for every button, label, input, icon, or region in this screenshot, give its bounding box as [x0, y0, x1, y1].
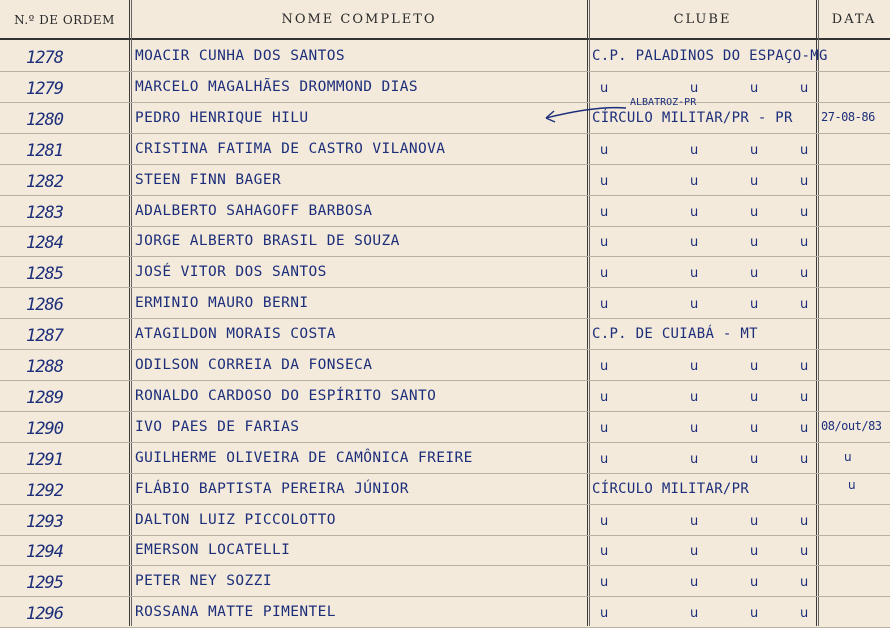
order-number: 1291 — [26, 450, 63, 470]
ditto-mark: u — [600, 359, 609, 374]
ditto-mark: u — [800, 421, 809, 436]
ditto-mark: u — [800, 205, 809, 220]
order-number: 1282 — [26, 172, 63, 192]
full-name: RONALDO CARDOSO DO ESPÍRITO SANTO — [135, 388, 437, 404]
table-row — [0, 42, 890, 72]
row-rule — [0, 164, 890, 165]
ditto-mark: u — [750, 514, 759, 529]
table-row — [0, 258, 890, 288]
full-name: GUILHERME OLIVEIRA DE CAMÔNICA FREIRE — [135, 450, 473, 466]
order-number: 1284 — [26, 233, 63, 253]
order-number: 1294 — [26, 542, 63, 562]
order-number: 1287 — [26, 326, 63, 346]
table-row — [0, 567, 890, 597]
arrow-left-icon — [540, 102, 630, 124]
ditto-mark: u — [750, 143, 759, 158]
club-name: CÍRCULO MILITAR/PR - PR — [592, 110, 793, 126]
full-name: ADALBERTO SAHAGOFF BARBOSA — [135, 203, 373, 219]
full-name: CRISTINA FATIMA DE CASTRO VILANOVA — [135, 141, 446, 157]
ditto-mark: u — [750, 266, 759, 281]
row-rule — [0, 287, 890, 288]
ditto-mark: u — [600, 544, 609, 559]
table-row — [0, 444, 890, 474]
order-number: 1290 — [26, 419, 63, 439]
row-rule — [0, 411, 890, 412]
order-number: 1296 — [26, 604, 63, 624]
ditto-mark: u — [750, 452, 759, 467]
ditto-mark: u — [800, 297, 809, 312]
ditto-mark: u — [690, 514, 699, 529]
order-number: 1281 — [26, 141, 63, 161]
row-rule — [0, 195, 890, 196]
ditto-mark: u — [600, 205, 609, 220]
order-number: 1285 — [26, 264, 63, 284]
ditto-mark: u — [750, 81, 759, 96]
full-name: JOSÉ VITOR DOS SANTOS — [135, 264, 327, 280]
full-name: EMERSON LOCATELLI — [135, 542, 291, 558]
ditto-mark: u — [690, 266, 699, 281]
ditto-mark: u — [750, 390, 759, 405]
ditto-mark: u — [800, 514, 809, 529]
ditto-mark: u — [600, 606, 609, 621]
ditto-mark: u — [750, 205, 759, 220]
full-name: JORGE ALBERTO BRASIL DE SOUZA — [135, 233, 400, 249]
row-rule — [0, 102, 890, 103]
table-row — [0, 227, 890, 257]
ditto-mark: u — [690, 81, 699, 96]
table-row — [0, 135, 890, 165]
table-row — [0, 73, 890, 103]
header-clube: CLUBE — [673, 12, 732, 27]
header-nome: NOME COMPLETO — [281, 12, 437, 27]
ditto-mark: u — [750, 544, 759, 559]
table-row — [0, 104, 890, 134]
row-rule — [0, 133, 890, 134]
ditto-mark: u — [690, 359, 699, 374]
full-name: STEEN FINN BAGER — [135, 172, 282, 188]
ditto-mark: u — [600, 81, 609, 96]
ditto-mark: u — [690, 205, 699, 220]
full-name: DALTON LUIZ PICCOLOTTO — [135, 512, 336, 528]
table-row — [0, 413, 890, 443]
ditto-mark: u — [600, 514, 609, 529]
ditto-mark: u — [690, 421, 699, 436]
table-row — [0, 351, 890, 381]
ditto-mark: u — [800, 606, 809, 621]
order-number: 1280 — [26, 110, 63, 130]
ditto-mark: u — [600, 421, 609, 436]
ditto-mark: u — [800, 359, 809, 374]
order-number: 1286 — [26, 295, 63, 315]
ditto-mark: u — [800, 575, 809, 590]
date-ditto-mark: u — [844, 450, 852, 464]
ditto-mark: u — [750, 359, 759, 374]
row-rule — [0, 256, 890, 257]
date-ditto-mark: u — [848, 478, 856, 492]
table-row — [0, 197, 890, 227]
full-name: PETER NEY SOZZI — [135, 573, 272, 589]
ditto-mark: u — [800, 266, 809, 281]
ditto-mark: u — [750, 575, 759, 590]
ditto-mark: u — [800, 544, 809, 559]
order-number: 1279 — [26, 79, 63, 99]
row-rule — [0, 596, 890, 597]
order-number: 1283 — [26, 203, 63, 223]
header-rule — [0, 38, 890, 40]
ditto-mark: u — [690, 452, 699, 467]
ditto-mark: u — [690, 143, 699, 158]
ditto-mark: u — [800, 235, 809, 250]
full-name: ROSSANA MATTE PIMENTEL — [135, 604, 336, 620]
ditto-mark: u — [690, 390, 699, 405]
ditto-mark: u — [800, 174, 809, 189]
ditto-mark: u — [600, 297, 609, 312]
table-row — [0, 320, 890, 350]
ditto-mark: u — [600, 174, 609, 189]
full-name: ATAGILDON MORAIS COSTA — [135, 326, 336, 342]
ditto-mark: u — [690, 544, 699, 559]
club-name: C.P. PALADINOS DO ESPAÇO-MG — [592, 48, 828, 64]
ditto-mark: u — [800, 390, 809, 405]
row-rule — [0, 442, 890, 443]
club-name: C.P. DE CUIABÁ - MT — [592, 326, 758, 342]
ditto-mark: u — [600, 390, 609, 405]
full-name: MOACIR CUNHA DOS SANTOS — [135, 48, 345, 64]
ditto-mark: u — [800, 143, 809, 158]
entry-date: 27-08-86 — [821, 110, 875, 124]
order-number: 1293 — [26, 512, 63, 532]
row-rule — [0, 349, 890, 350]
ditto-mark: u — [750, 421, 759, 436]
ditto-mark: u — [690, 606, 699, 621]
ditto-mark: u — [600, 575, 609, 590]
ditto-mark: u — [600, 452, 609, 467]
ditto-mark: u — [750, 297, 759, 312]
row-rule — [0, 565, 890, 566]
row-rule — [0, 504, 890, 505]
table-row — [0, 536, 890, 566]
order-number: 1278 — [26, 48, 63, 68]
ditto-mark: u — [600, 266, 609, 281]
ditto-mark: u — [690, 235, 699, 250]
ditto-mark: u — [750, 174, 759, 189]
table-row — [0, 289, 890, 319]
row-rule — [0, 71, 890, 72]
order-number: 1292 — [26, 481, 63, 501]
row-rule — [0, 473, 890, 474]
entry-date: 08/out/83 — [821, 419, 882, 433]
ditto-mark: u — [750, 606, 759, 621]
row-rule — [0, 318, 890, 319]
club-annotation: ALBATROZ-PR — [630, 97, 697, 108]
full-name: PEDRO HENRIQUE HILU — [135, 110, 309, 126]
row-rule — [0, 380, 890, 381]
ditto-mark: u — [750, 235, 759, 250]
full-name: ERMINIO MAURO BERNI — [135, 295, 309, 311]
full-name: FLÁBIO BAPTISTA PEREIRA JÚNIOR — [135, 481, 409, 497]
club-name: CÍRCULO MILITAR/PR — [592, 481, 750, 497]
ditto-mark: u — [600, 235, 609, 250]
table-row — [0, 506, 890, 536]
table-row — [0, 382, 890, 412]
ditto-mark: u — [690, 575, 699, 590]
ditto-mark: u — [690, 297, 699, 312]
table-row — [0, 598, 890, 628]
full-name: ODILSON CORREIA DA FONSECA — [135, 357, 373, 373]
header-numero: N.º DE ORDEM — [14, 12, 115, 27]
ditto-mark: u — [800, 452, 809, 467]
table-row — [0, 166, 890, 196]
table-row — [0, 475, 890, 505]
order-number: 1288 — [26, 357, 63, 377]
full-name: MARCELO MAGALHÃES DROMMOND DIAS — [135, 79, 419, 95]
ditto-mark: u — [600, 143, 609, 158]
full-name: IVO PAES DE FARIAS — [135, 419, 300, 435]
order-number: 1289 — [26, 388, 63, 408]
order-number: 1295 — [26, 573, 63, 593]
ditto-mark: u — [690, 174, 699, 189]
ditto-mark: u — [800, 81, 809, 96]
header-data: DATA — [831, 12, 877, 27]
